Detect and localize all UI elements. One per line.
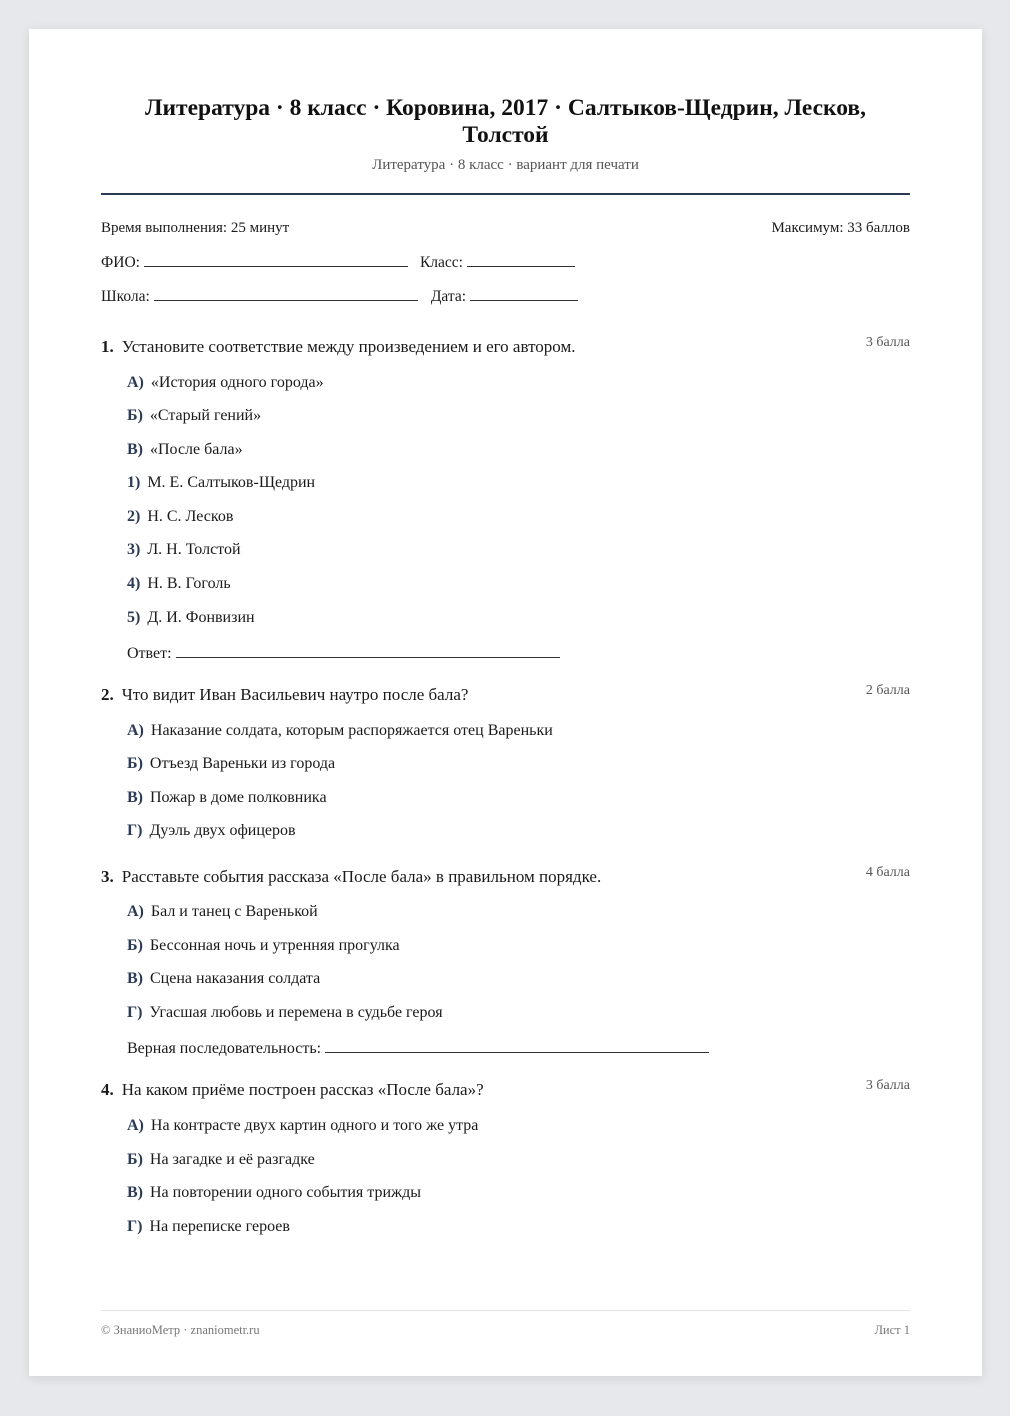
answer-row bbox=[127, 643, 560, 663]
question-text: Расставьте события рассказа «После бала» в правильном порядке. bbox=[121, 867, 602, 886]
header-divider bbox=[101, 193, 910, 195]
option-letter: А) bbox=[127, 903, 144, 920]
option bbox=[127, 374, 324, 392]
option-text: «Старый гений» bbox=[149, 407, 262, 424]
option-text: Н. С. Лесков bbox=[147, 508, 234, 525]
fio-label: ФИО: bbox=[101, 254, 140, 271]
option-text: Отъезд Вареньки из города bbox=[149, 755, 336, 772]
option-text: Л. Н. Толстой bbox=[147, 541, 241, 558]
option-letter: Б) bbox=[127, 755, 143, 772]
footer-divider bbox=[101, 1310, 910, 1311]
option-text: «После бала» bbox=[150, 441, 243, 458]
option bbox=[127, 1117, 478, 1135]
option-text: Сцена наказания солдата bbox=[150, 970, 321, 987]
option bbox=[127, 970, 320, 988]
option bbox=[127, 1184, 421, 1202]
option-text: Н. В. Гоголь bbox=[147, 575, 231, 592]
option-letter: Г) bbox=[127, 822, 143, 839]
option-letter: 5) bbox=[127, 609, 141, 626]
option-text: Угасшая любовь и перемена в судьбе героя bbox=[149, 1004, 443, 1021]
question-text: Установите соответствие между произведением и его автором. bbox=[121, 337, 576, 356]
option-letter: А) bbox=[127, 722, 144, 739]
option-letter: А) bbox=[127, 374, 144, 391]
option-letter: Г) bbox=[127, 1004, 143, 1021]
question-text: На каком приёме построен рассказ «После бала»? bbox=[121, 1080, 484, 1099]
worksheet-page bbox=[29, 29, 982, 1376]
fio-field[interactable] bbox=[144, 252, 408, 267]
option bbox=[127, 609, 255, 627]
option-text: М. Е. Салтыков-Щедрин bbox=[147, 474, 316, 491]
option-letter: Б) bbox=[127, 407, 143, 424]
option-letter: 4) bbox=[127, 575, 141, 592]
question-points: 3 балла bbox=[865, 1078, 910, 1093]
option bbox=[127, 789, 327, 807]
option-text: Наказание солдата, которым распоряжается отец Вареньки bbox=[150, 722, 553, 739]
option bbox=[127, 755, 335, 773]
sequence-label: Верная последовательность: bbox=[127, 1040, 322, 1057]
sequence-field[interactable] bbox=[325, 1038, 709, 1053]
question-number: 4. bbox=[101, 1080, 114, 1099]
option bbox=[127, 508, 233, 526]
option bbox=[127, 407, 261, 425]
option bbox=[127, 1218, 290, 1236]
fio-class-row bbox=[101, 252, 575, 272]
question-number: 2. bbox=[101, 685, 114, 704]
question-number: 1. bbox=[101, 337, 114, 356]
class-label: Класс: bbox=[419, 254, 463, 271]
page-subtitle: Литература · 8 класс · вариант для печати bbox=[372, 157, 639, 173]
school-label: Школа: bbox=[101, 288, 150, 305]
option-letter: Б) bbox=[127, 937, 143, 954]
option bbox=[127, 1004, 443, 1022]
option bbox=[127, 575, 231, 593]
option-text: На переписке героев bbox=[149, 1218, 290, 1235]
option-letter: Б) bbox=[127, 1151, 143, 1168]
option bbox=[127, 441, 243, 459]
school-date-row bbox=[101, 286, 578, 306]
option bbox=[127, 822, 296, 840]
question-2 bbox=[101, 685, 910, 705]
answer-field[interactable] bbox=[176, 643, 560, 658]
question-text: Что видит Иван Васильевич наутро после бала? bbox=[121, 685, 469, 704]
answer-label: Ответ: bbox=[127, 645, 172, 662]
option bbox=[127, 1151, 315, 1169]
question-number: 3. bbox=[101, 867, 114, 886]
option-text: Бессонная ночь и утренняя прогулка bbox=[149, 937, 400, 954]
option-letter: В) bbox=[127, 1184, 143, 1201]
option bbox=[127, 474, 315, 492]
option-text: На контрасте двух картин одного и того же утра bbox=[150, 1117, 479, 1134]
class-field[interactable] bbox=[467, 252, 575, 267]
max-score: Максимум: 33 баллов bbox=[771, 220, 910, 236]
option-text: Д. И. Фонвизин bbox=[147, 609, 255, 626]
footer-copyright: © ЗнаниоМетр · znaniometr.ru bbox=[101, 1323, 260, 1337]
question-4 bbox=[101, 1080, 910, 1100]
option bbox=[127, 937, 400, 955]
option-letter: В) bbox=[127, 441, 143, 458]
option-text: На загадке и её разгадке bbox=[149, 1151, 315, 1168]
option-letter: Г) bbox=[127, 1218, 143, 1235]
option bbox=[127, 903, 318, 921]
date-label: Дата: bbox=[430, 288, 467, 305]
option-text: «История одного города» bbox=[150, 374, 324, 391]
question-1 bbox=[101, 337, 910, 357]
question-points: 4 балла bbox=[865, 865, 910, 880]
question-points: 2 балла bbox=[865, 683, 910, 698]
option-letter: В) bbox=[127, 970, 143, 987]
option-letter: 3) bbox=[127, 541, 141, 558]
question-points: 3 балла bbox=[865, 335, 910, 350]
option-letter: 2) bbox=[127, 508, 141, 525]
school-field[interactable] bbox=[154, 286, 418, 301]
option bbox=[127, 541, 241, 559]
question-3 bbox=[101, 867, 910, 887]
option-text: Дуэль двух офицеров bbox=[149, 822, 296, 839]
answer-row bbox=[127, 1038, 709, 1058]
option-text: На повторении одного события трижды bbox=[150, 1184, 421, 1201]
option-text: Пожар в доме полковника bbox=[150, 789, 327, 806]
option-letter: В) bbox=[127, 789, 143, 806]
option-letter: А) bbox=[127, 1117, 144, 1134]
time-limit: Время выполнения: 25 минут bbox=[101, 220, 290, 236]
date-field[interactable] bbox=[470, 286, 578, 301]
page-title: Литература · 8 класс · Коровина, 2017 · Салтыков-Щедрин, Лесков, Толстой bbox=[145, 95, 866, 148]
option-text: Бал и танец с Варенькой bbox=[150, 903, 318, 920]
option bbox=[127, 722, 553, 740]
option-letter: 1) bbox=[127, 474, 141, 491]
footer-sheet-number: Лист 1 bbox=[874, 1323, 910, 1337]
